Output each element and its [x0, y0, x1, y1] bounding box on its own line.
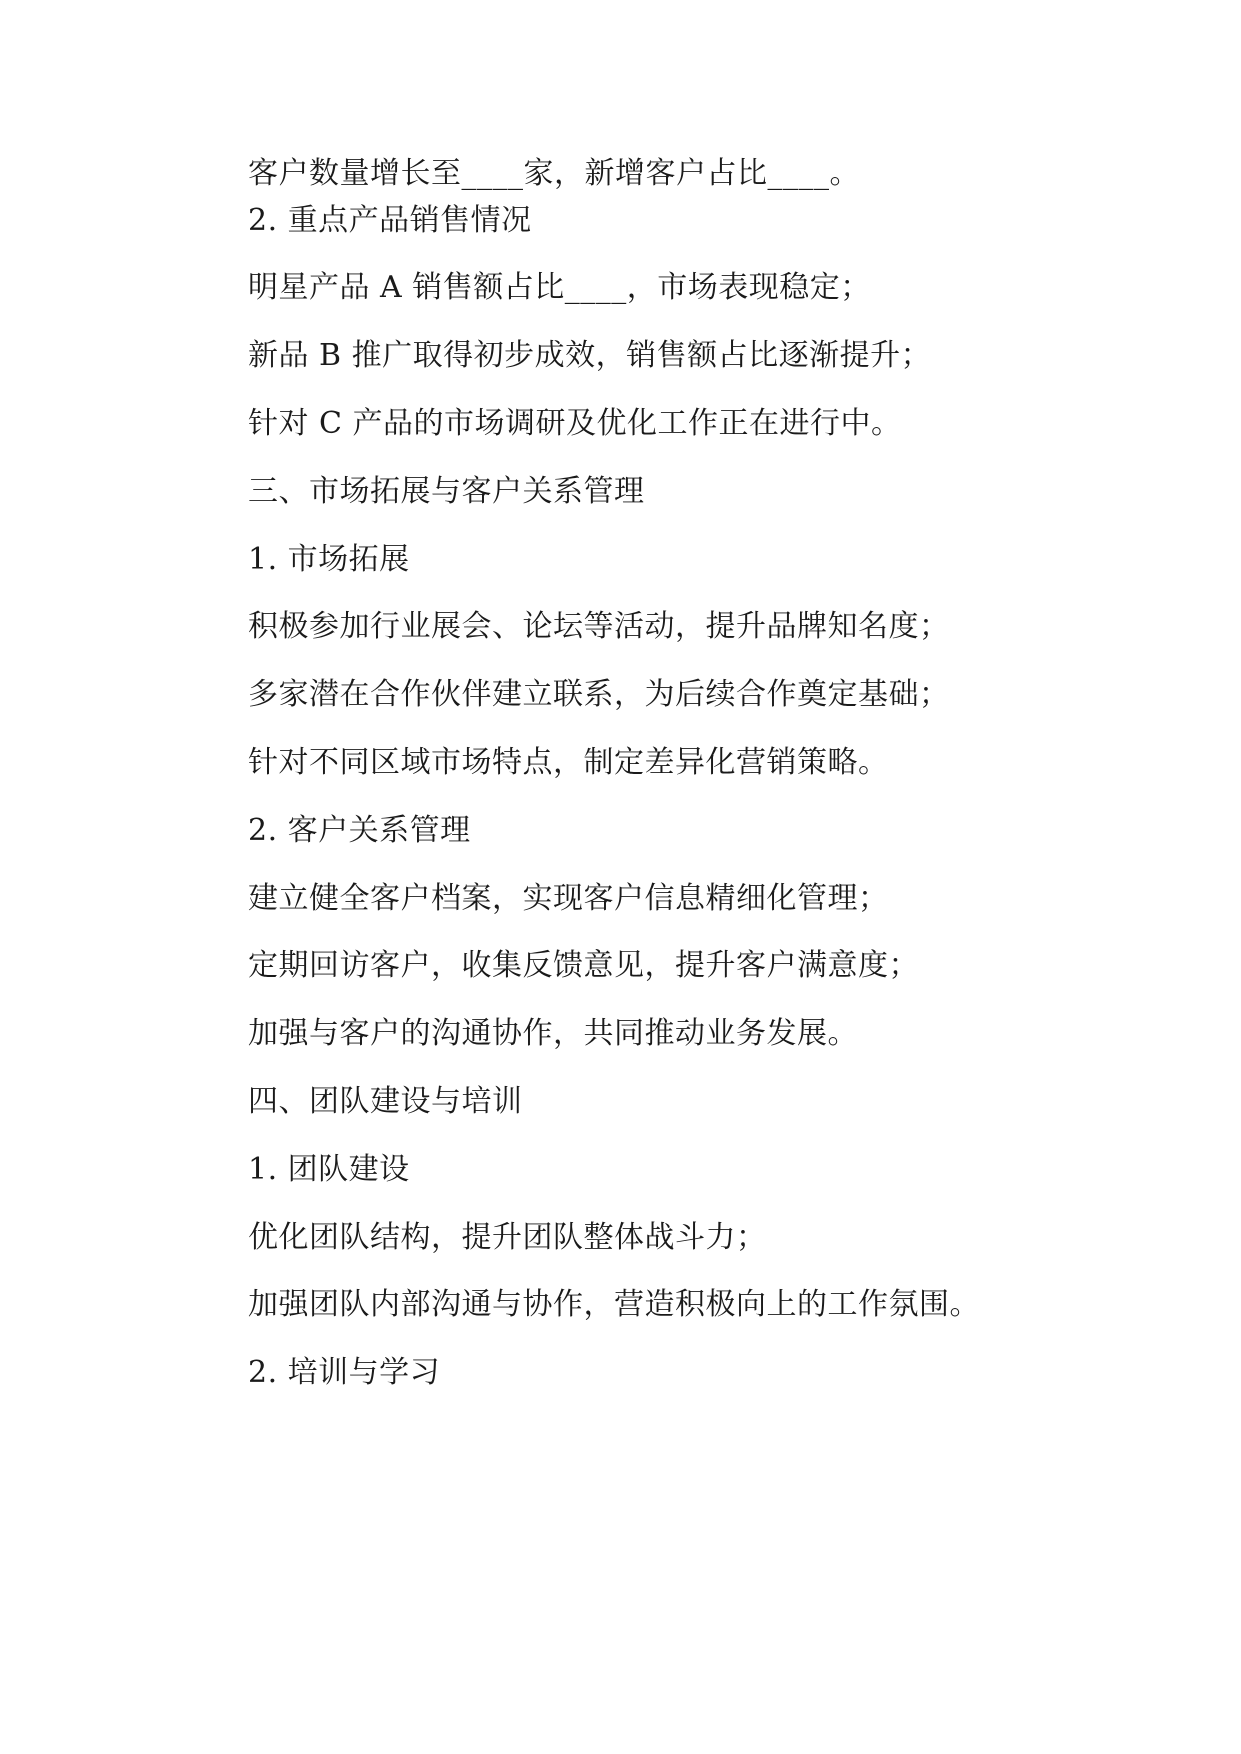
paragraph-team-communication: 加强团队内部沟通与协作，营造积极向上的工作氛围。: [248, 1287, 980, 1322]
paragraph-partners: 多家潜在合作伙伴建立联系，为后续合作奠定基础；: [248, 677, 950, 712]
paragraph-customer-growth: 客户数量增长至____家，新增客户占比____。: [248, 156, 860, 191]
paragraph-customer-visits: 定期回访客户，收集反馈意见，提升客户满意度；: [248, 948, 919, 983]
paragraph-product-b: 新品 B 推广取得初步成效，销售额占比逐渐提升；: [248, 338, 932, 373]
paragraph-customer-files: 建立健全客户档案，实现客户信息精细化管理；: [248, 881, 889, 916]
paragraph-trade-shows: 积极参加行业展会、论坛等活动，提升品牌知名度；: [248, 609, 950, 644]
paragraph-product-c: 针对 C 产品的市场调研及优化工作正在进行中。: [248, 406, 902, 441]
paragraph-customer-collaboration: 加强与客户的沟通协作，共同推动业务发展。: [248, 1016, 858, 1051]
subheading-customer-relations: 2. 客户关系管理: [248, 813, 471, 848]
subheading-market-expansion: 1. 市场拓展: [248, 542, 410, 577]
paragraph-product-a: 明星产品 A 销售额占比____，市场表现稳定；: [248, 270, 871, 305]
subheading-training: 2. 培训与学习: [248, 1355, 441, 1390]
subheading-key-product-sales: 2. 重点产品销售情况: [248, 203, 532, 238]
section-heading-team-building: 四、团队建设与培训: [248, 1084, 523, 1119]
paragraph-team-structure: 优化团队结构，提升团队整体战斗力；: [248, 1220, 767, 1255]
paragraph-regional-strategy: 针对不同区域市场特点，制定差异化营销策略。: [248, 745, 889, 780]
section-heading-market-expansion: 三、市场拓展与客户关系管理: [248, 474, 645, 509]
subheading-team-building: 1. 团队建设: [248, 1152, 410, 1187]
